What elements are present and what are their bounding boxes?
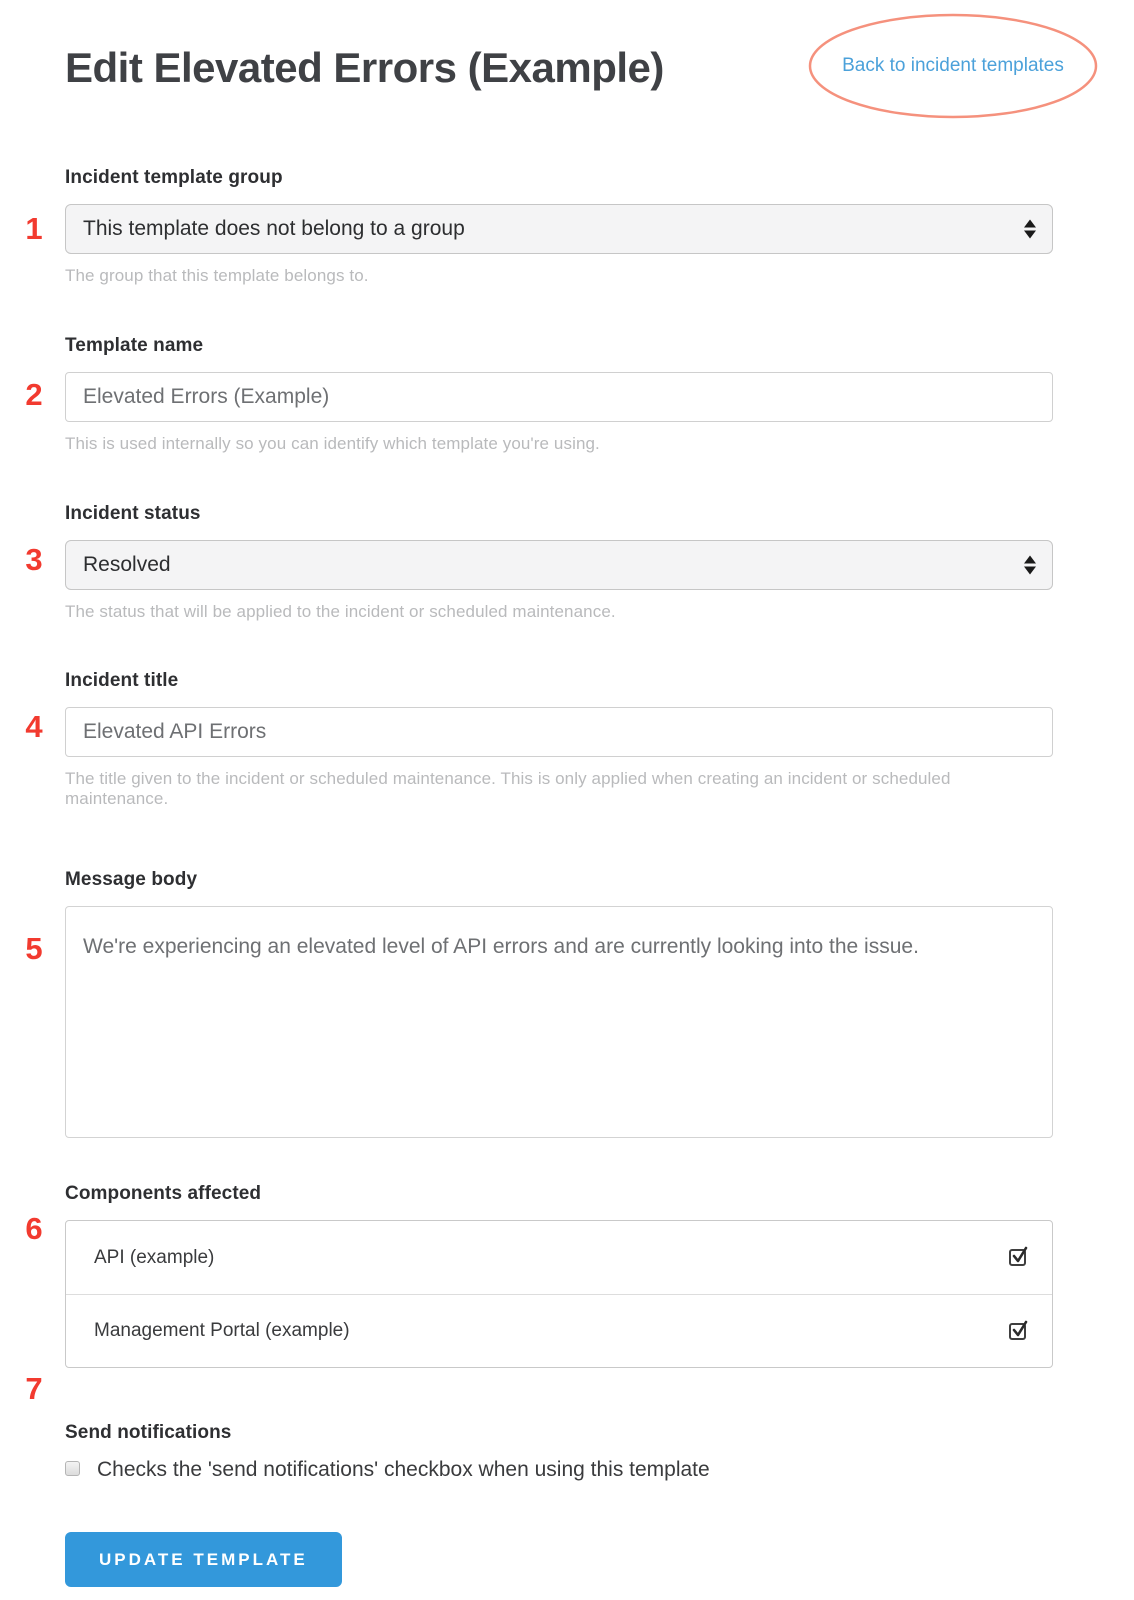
annotation-number-3: 3	[25, 542, 43, 577]
template-name-label: Template name	[65, 335, 204, 357]
incident-status-help-text: The status that will be applied to the incident or scheduled maintenance.	[65, 602, 616, 622]
incident-title-label: Incident title	[65, 670, 179, 692]
field-group-components-affected	[65, 1183, 1053, 1368]
send-notifications-checkbox[interactable]	[65, 1461, 80, 1476]
component-row[interactable]	[66, 1294, 1052, 1367]
incident-status-label: Incident status	[65, 503, 201, 525]
send-notifications-row	[65, 1458, 1053, 1482]
component-name: API (example)	[94, 1246, 215, 1268]
incident-title-input[interactable]	[65, 707, 1053, 757]
send-notifications-label: Send notifications	[65, 1422, 232, 1444]
component-row[interactable]	[66, 1221, 1052, 1294]
annotation-number-4: 4	[25, 709, 43, 744]
submit-row	[65, 1532, 1053, 1587]
incident-status-select[interactable]	[65, 540, 1053, 590]
message-body-textarea[interactable]	[65, 906, 1053, 1138]
back-link-annotation	[806, 10, 1100, 122]
field-group-send-notifications	[65, 1422, 1053, 1482]
message-body-label: Message body	[65, 869, 198, 891]
page-title: Edit Elevated Errors (Example)	[65, 44, 664, 91]
field-group-incident-status	[65, 503, 1053, 622]
update-template-button[interactable]: UPDATE TEMPLATE	[65, 1532, 342, 1587]
field-group-template-group	[65, 167, 1053, 286]
component-name: Management Portal (example)	[94, 1320, 350, 1342]
template-group-select[interactable]	[65, 204, 1053, 254]
annotation-number-7: 7	[25, 1371, 43, 1406]
checked-checkbox-icon[interactable]	[1009, 1323, 1026, 1340]
template-name-help-text: This is used internally so you can identify which template you're using.	[65, 434, 600, 454]
components-affected-label: Components affected	[65, 1183, 262, 1205]
incident-status-selected-value: Resolved	[83, 553, 171, 577]
field-group-template-name	[65, 335, 1053, 454]
annotation-number-6: 6	[25, 1211, 43, 1246]
template-group-label: Incident template group	[65, 167, 283, 189]
incident-title-help-text: The title given to the incident or scheduled maintenance. This is only applied when creating an incident or scheduled maintenance.	[65, 769, 951, 809]
back-to-incident-templates-link[interactable]: Back to incident templates	[842, 55, 1064, 76]
field-group-incident-title	[65, 670, 1053, 809]
select-stepper-icon	[1024, 556, 1036, 575]
template-group-selected-value: This template does not belong to a group	[83, 217, 465, 241]
template-name-input[interactable]	[65, 372, 1053, 422]
send-notifications-checkbox-label: Checks the 'send notifications' checkbox when using this template	[97, 1458, 710, 1482]
components-list	[65, 1220, 1053, 1368]
select-stepper-icon	[1024, 220, 1036, 239]
annotation-number-1: 1	[25, 211, 43, 246]
field-group-message-body	[65, 869, 1053, 1138]
template-group-help-text: The group that this template belongs to.	[65, 266, 369, 286]
annotation-number-5: 5	[25, 931, 43, 966]
checked-checkbox-icon[interactable]	[1009, 1249, 1026, 1266]
annotation-number-2: 2	[25, 377, 43, 412]
